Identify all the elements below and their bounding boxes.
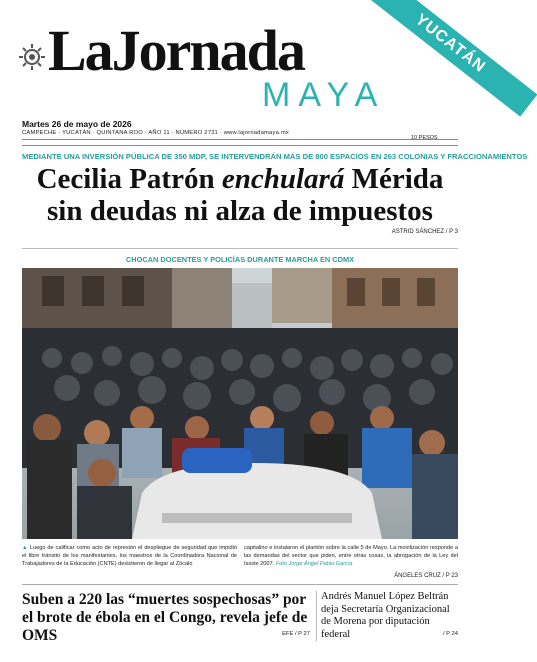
lead-byline: ASTRID SÁNCHEZ / P 3 — [391, 229, 458, 235]
story-morena-headline[interactable]: Andrés Manuel López Beltrán deja Secretaría Organizacional de Morena por diputación federal — [321, 591, 450, 640]
issue-date: Martes 26 de mayo de 2026 — [22, 119, 132, 129]
divider — [22, 584, 458, 585]
region-banner — [340, 0, 489, 110]
photo-byline: ÁNGELES CRUZ / P 23 — [394, 573, 458, 579]
divider — [22, 248, 458, 249]
protest-photo[interactable] — [22, 268, 458, 539]
lead-headline-emphasis: enchulará — [221, 163, 345, 195]
masthead-subtitle: MAYA — [262, 76, 386, 114]
divider — [22, 139, 458, 140]
story-ebola-headline[interactable]: Suben a 220 las “muertes sospechosas” por el brote de ébola en el Congo, revela jefe de OMS — [22, 591, 308, 644]
lead-headline-part-a: Cecilia Patrón — [36, 163, 222, 195]
divider — [22, 145, 458, 146]
photo-caption-right-text: capitalino e instalaron el plantón sobre la calle 5 de Mayo. La movilización responde a las demandas del sector que piden, entre otras cosas, la abrogación de la Ley del Issste 2007. — [244, 545, 458, 567]
photo-kicker: CHOCAN DOCENTES Y POLICÍAS DURANTE MARCHA EN CDMX — [125, 255, 355, 264]
photo-caption-left — [22, 544, 237, 568]
issue-info: CAMPECHE · YUCATÁN · QUINTANA ROO · AÑO 11 · NÚMERO 2731 · www.lajornadamaya.mx — [22, 130, 289, 136]
photo-caption-left-text: Luego de calificar como acto de represión el despliegue de seguridad que impidió el libre tránsito de los manifestantes, los maestros de la Coordinadora Nacional de Trabajadores de la Educación (CNTE) desistieron de llegar al Zócalo — [22, 545, 238, 567]
column-divider — [316, 591, 317, 641]
sun-logo-icon — [19, 44, 45, 70]
photo-caption-right — [244, 544, 458, 568]
lead-kicker: MEDIANTE UNA INVERSIÓN PÚBLICA DE 350 MDP, SE INTERVENDRÁN MÁS DE 800 ESPACIOS EN 263 COLONIAS Y FRACCIONAMIENTOS — [22, 152, 528, 161]
lead-headline[interactable] — [22, 163, 458, 227]
photo-credit: Foto Jorge Ángel Pablo García — [275, 561, 353, 567]
story-morena-source: / P 24 — [442, 631, 458, 637]
masthead-logo: LaJornada — [48, 18, 304, 83]
story-ebola-source: EFE / P 27 — [282, 631, 310, 637]
lead-headline-part-b: Mérida sin deudas ni alza de impuestos — [47, 163, 444, 227]
triangle-icon: ▲ — [22, 545, 28, 551]
region-banner-label: YUCATÁN — [363, 0, 537, 117]
issue-price: 10 PESOS — [411, 135, 438, 141]
